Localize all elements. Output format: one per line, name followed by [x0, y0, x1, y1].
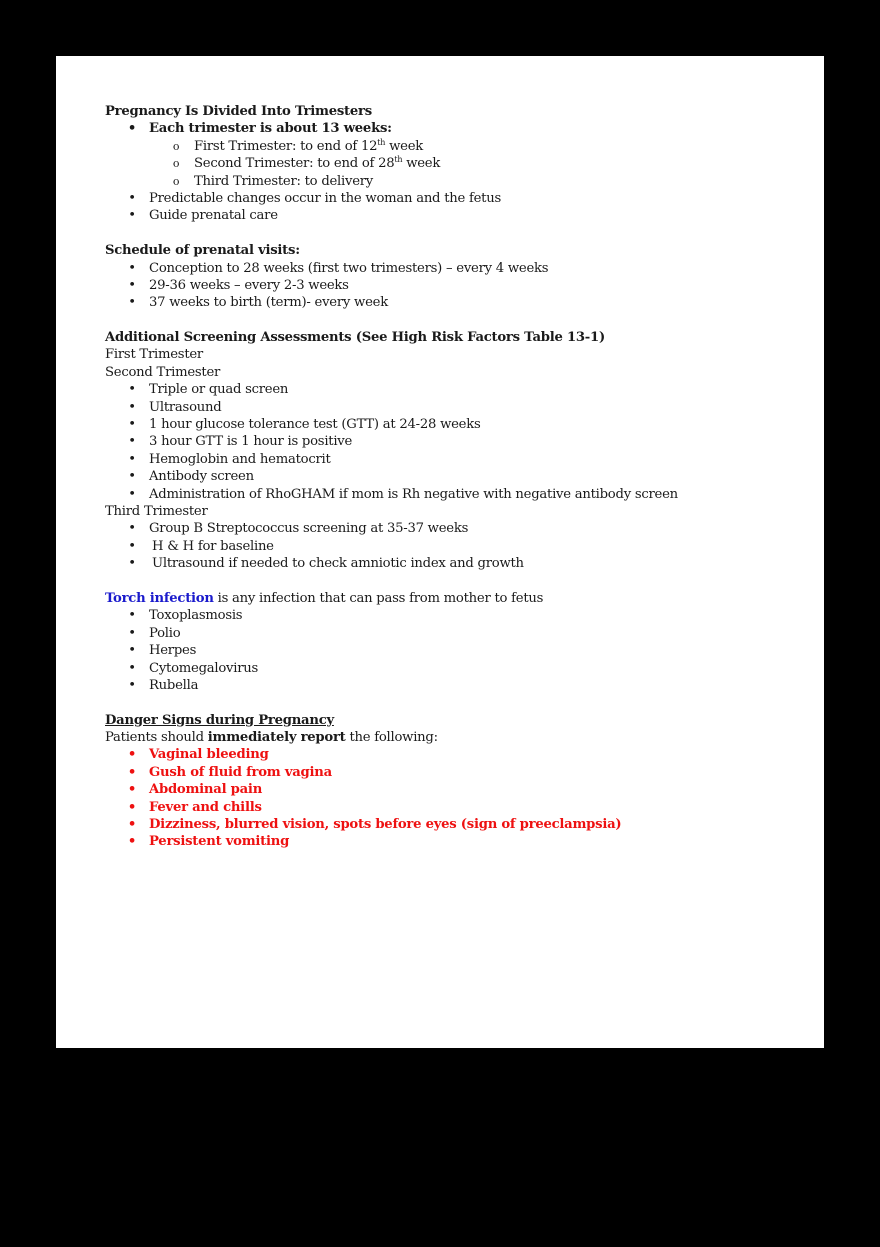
list-item-text: 29-36 weeks – every 2-3 weeks [149, 277, 349, 293]
bullet-icon: • [128, 486, 136, 502]
danger-item-text: Gush of fluid from vagina [149, 764, 332, 780]
list-item-text: Hemoglobin and hematocrit [149, 451, 331, 467]
list-item [105, 120, 805, 137]
list-item-text: Guide prenatal care [149, 208, 278, 224]
bullet-icon: • [128, 677, 136, 693]
bullet-icon: • [128, 208, 136, 224]
list-item [105, 607, 805, 624]
list-item-text: Antibody screen [149, 469, 254, 485]
list-item [105, 468, 805, 485]
bullet-icon: • [128, 625, 136, 641]
danger-intro [105, 729, 805, 746]
bullet-icon: • [128, 556, 136, 572]
list-item-text: Each trimester is about 13 weeks: [149, 121, 392, 137]
heading-trimesters: Pregnancy Is Divided Into Trimesters [105, 104, 372, 119]
bullet-icon: • [128, 434, 136, 450]
list-item-text: Predictable changes occur in the woman and the fetus [149, 190, 501, 206]
superscript: th [394, 155, 403, 165]
bullet-icon: • [127, 799, 137, 815]
sub-list-item [105, 173, 805, 190]
list-item [105, 677, 805, 694]
danger-item [105, 781, 805, 798]
bullet-icon: • [128, 538, 136, 554]
bullet-icon: • [128, 417, 136, 433]
bullet-icon: • [128, 469, 136, 485]
danger-item-text: Abdominal pain [149, 782, 263, 798]
spacer [105, 225, 805, 242]
hollow-bullet-icon: o [172, 174, 180, 188]
heading-schedule: Schedule of prenatal visits: [105, 243, 300, 259]
bullet-icon: • [128, 608, 136, 624]
list-item [105, 381, 805, 398]
list-item-text: Ultrasound if needed to check amniotic index and growth [152, 556, 524, 572]
sub-item-text: week [385, 138, 423, 154]
subheading-second-trimester: Second Trimester [105, 364, 221, 380]
hollow-bullet-icon: o [172, 157, 180, 171]
list-item-text: 37 weeks to birth (term)- every week [149, 295, 388, 311]
bullet-icon: • [128, 277, 136, 293]
bullet-icon: • [128, 660, 136, 676]
list-item [105, 625, 805, 642]
list-item-text: Cytomegalovirus [149, 660, 259, 676]
subheading-first-trimester: First Trimester [105, 347, 203, 363]
sub-item-text: Third Trimester: to delivery [194, 173, 374, 189]
list-item-text: Triple or quad screen [149, 382, 289, 398]
list-item [105, 433, 805, 450]
bullet-icon: • [127, 747, 137, 763]
danger-intro-emphasis: immediately report [207, 730, 346, 746]
bullet-icon: • [128, 382, 136, 398]
sub-list-item [105, 138, 805, 155]
torch-definition [105, 590, 805, 607]
list-item-text: Toxoplasmosis [149, 608, 243, 624]
list-item [105, 207, 805, 224]
bullet-icon: • [127, 817, 137, 833]
list-item-text: Ultrasound [149, 399, 222, 415]
sub-list-item [105, 155, 805, 172]
danger-item-text: Persistent vomiting [149, 834, 290, 850]
danger-item-text: Dizziness, blurred vision, spots before eyes (sign of preeclampsia) [149, 817, 622, 833]
hollow-bullet-icon: o [172, 139, 180, 153]
danger-item [105, 764, 805, 781]
spacer [105, 573, 805, 590]
subheading-third-trimester: Third Trimester [105, 503, 208, 519]
list-item [105, 555, 805, 572]
spacer [105, 694, 805, 711]
list-item-text: Group B Streptococcus screening at 35-37 weeks [149, 521, 469, 537]
list-item-text: H & H for baseline [152, 538, 274, 554]
heading-danger-signs: Danger Signs during Pregnancy [105, 712, 334, 728]
list-item-text: Rubella [149, 677, 199, 693]
sub-item-text: week [402, 156, 441, 172]
list-item-text: Herpes [149, 643, 197, 659]
bullet-icon: • [128, 521, 136, 537]
list-item [105, 538, 805, 555]
bullet-icon: • [128, 451, 136, 467]
list-item-text: 3 hour GTT is 1 hour is positive [149, 434, 353, 450]
bullet-icon: • [128, 643, 136, 659]
list-item-text: Conception to 28 weeks (first two trimesters) – every 4 weeks [149, 260, 549, 276]
list-item [105, 642, 805, 659]
danger-item [105, 746, 805, 763]
danger-intro-text: the following: [345, 730, 438, 746]
bullet-icon: • [128, 260, 136, 276]
list-item [105, 277, 805, 294]
superscript: th [377, 137, 386, 147]
sub-item-text: Second Trimester: to end of 28 [194, 156, 395, 172]
danger-intro-text: Patients should [105, 730, 208, 746]
sub-item-text: First Trimester: to end of 12 [194, 138, 378, 154]
list-item-text: 1 hour glucose tolerance test (GTT) at 24-28 weeks [149, 417, 481, 433]
bullet-icon: • [127, 782, 137, 798]
danger-item [105, 816, 805, 833]
list-item [105, 399, 805, 416]
list-item [105, 486, 805, 503]
document-page [56, 56, 824, 1048]
torch-definition-text: is any infection that can pass from mother to fetus [213, 590, 544, 606]
danger-item [105, 799, 805, 816]
list-item-text: Administration of RhoGHAM if mom is Rh negative with negative antibody screen [149, 486, 678, 502]
danger-item-text: Fever and chills [149, 799, 262, 815]
list-item [105, 294, 805, 311]
danger-item-text: Vaginal bleeding [149, 747, 269, 763]
list-item [105, 660, 805, 677]
heading-screening: Additional Screening Assessments (See High Risk Factors Table 13-1) [105, 330, 605, 346]
spacer [105, 312, 805, 329]
danger-item [105, 833, 805, 850]
bullet-icon: • [127, 121, 137, 137]
list-item [105, 451, 805, 468]
list-item [105, 190, 805, 207]
bullet-icon: • [128, 399, 136, 415]
document-content [105, 103, 805, 851]
list-item [105, 520, 805, 537]
list-item [105, 260, 805, 277]
list-item-text: Polio [149, 625, 181, 641]
torch-term: Torch infection [105, 590, 214, 606]
bullet-icon: • [128, 190, 136, 206]
bullet-icon: • [127, 764, 137, 780]
bullet-icon: • [127, 834, 137, 850]
list-item [105, 416, 805, 433]
bullet-icon: • [128, 295, 136, 311]
